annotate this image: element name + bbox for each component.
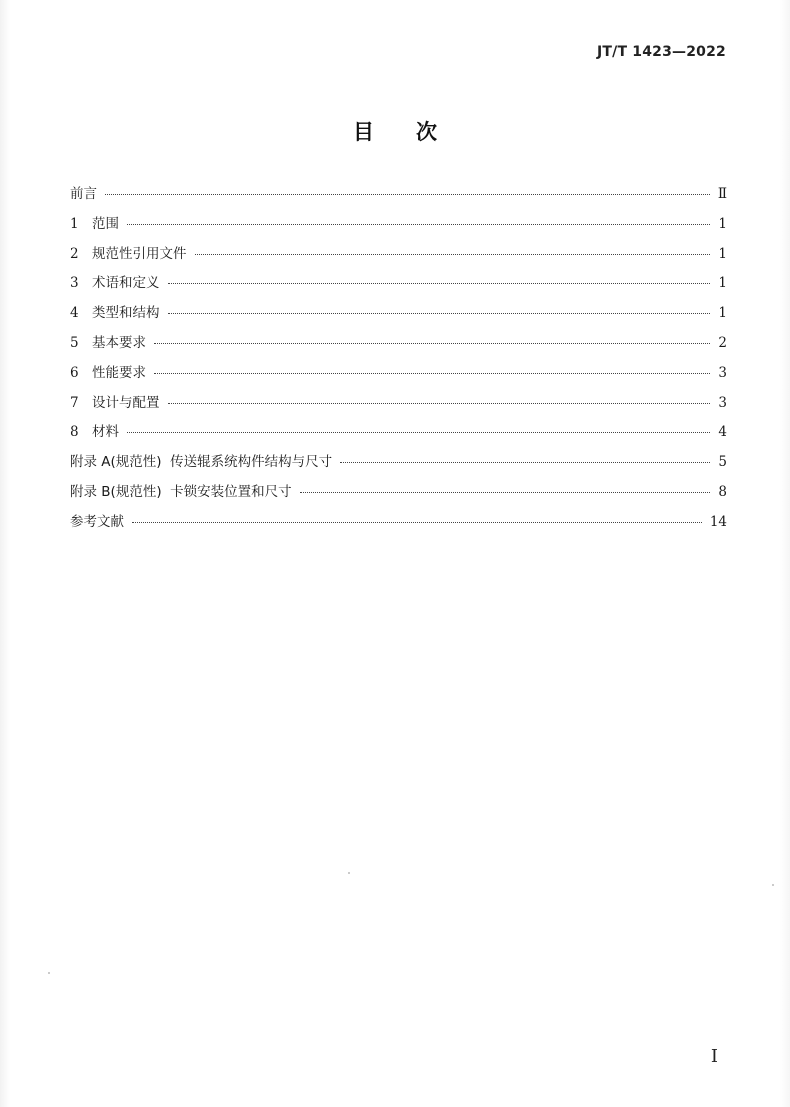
scan-speck [48,972,50,974]
toc-dot-leader [105,194,710,195]
toc-entry-page: 14 [709,513,727,530]
toc-entry-label: 设计与配置 [92,394,160,411]
toc-entry-page: 1 [718,275,727,292]
toc-dot-leader [168,403,711,404]
document-code: JT/T 1423—2022 [596,44,726,60]
toc-entry-label: 类型和结构 [92,305,160,322]
toc-dot-leader [300,492,711,493]
toc-entry-number: 4 [70,305,79,322]
toc-dot-leader [154,343,710,344]
toc-entry-page: 8 [718,483,727,500]
toc-entry-page: 4 [718,424,727,441]
toc-entry[interactable] [70,391,727,421]
toc-entry-label: 参考文献 [70,513,124,530]
toc-entry[interactable] [70,212,727,242]
toc-entry[interactable] [70,182,727,212]
toc-entry-label: 规范性引用文件 [92,245,187,262]
toc-entry[interactable] [70,480,727,510]
toc-entry-number: 2 [70,245,79,262]
toc-entry[interactable] [70,242,727,272]
toc-entry[interactable] [70,450,727,480]
toc-entry-number: 5 [70,334,79,351]
toc-entry-label: 材料 [92,424,119,441]
toc-entry-page: 3 [718,364,727,381]
toc-entry-page: 5 [718,454,727,471]
toc-entry-page: 1 [718,245,727,262]
scan-speck [772,884,774,886]
toc-entry-number: 7 [70,394,79,411]
toc-entry-page: 2 [718,334,727,351]
toc-entry-number: 3 [70,275,79,292]
toc-entry[interactable] [70,301,727,331]
page-number: I [710,1046,718,1067]
toc-entry-page: 1 [718,215,727,232]
toc-dot-leader [168,283,711,284]
toc-dot-leader [127,224,710,225]
toc-entry[interactable] [70,510,727,540]
toc-dot-leader [154,373,710,374]
toc-entry-label: 前言 [70,186,97,202]
toc-dot-leader [132,522,702,523]
toc-entry-label: 附录 A(规范性) 传送辊系统构件结构与尺寸 [70,454,333,471]
toc-entry[interactable] [70,331,727,361]
toc-entry-label: 基本要求 [92,334,146,351]
toc-entry-label: 范围 [92,215,119,232]
toc-entry[interactable] [70,420,727,450]
scan-speck [348,872,350,874]
toc-entry-number: 1 [70,215,79,232]
toc-entry-label: 术语和定义 [92,275,160,292]
table-of-contents [70,182,727,540]
toc-entry[interactable] [70,271,727,301]
page-title: 目次 [353,120,479,144]
toc-entry-page: 3 [718,394,727,411]
toc-dot-leader [168,313,711,314]
toc-dot-leader [340,462,710,463]
toc-entry-label: 性能要求 [92,364,146,381]
toc-entry-label: 附录 B(规范性) 卡锁安装位置和尺寸 [70,483,292,500]
toc-entry-number: 8 [70,424,79,441]
toc-entry[interactable] [70,361,727,391]
toc-dot-leader [195,254,711,255]
toc-entry-page: 1 [718,305,727,322]
toc-dot-leader [127,432,710,433]
toc-entry-page: Ⅱ [717,186,727,202]
toc-entry-number: 6 [70,364,79,381]
